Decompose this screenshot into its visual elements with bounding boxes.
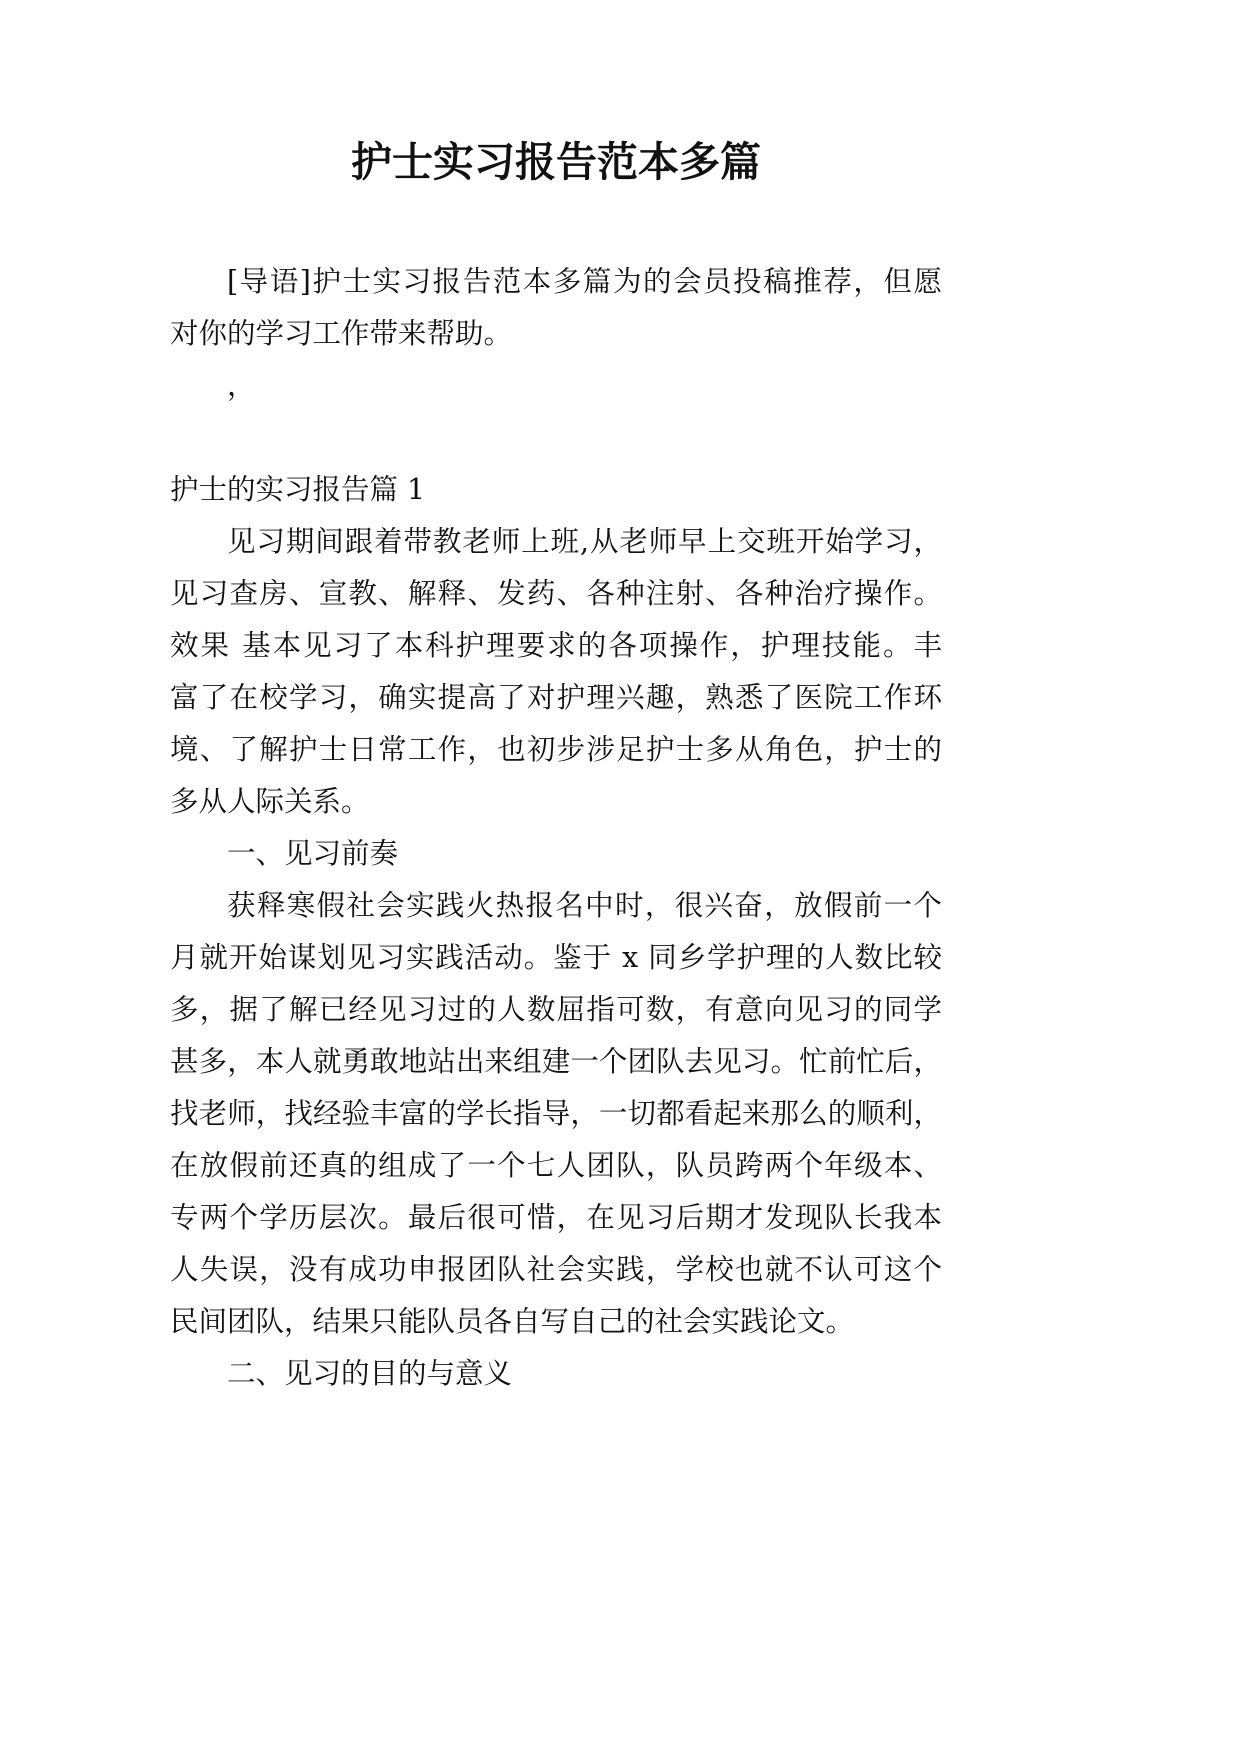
section-heading: 护士的实习报告篇 1	[170, 473, 426, 506]
paragraph-2-line: 专两个学历层次。最后很可惜，在见习后期才发现队长我本	[170, 1201, 942, 1234]
paragraph-2-line: 在放假前还真的组成了一个七人团队，队员跨两个年级本、	[170, 1149, 942, 1182]
paragraph-1-line: 境、了解护士日常工作，也初步涉足护士多从角色，护士的	[170, 733, 942, 766]
paragraph-2-line: 多，据了解已经见习过的人数屈指可数，有意向见习的同学	[170, 993, 942, 1026]
paragraph-2-line: 人失误，没有成功申报团队社会实践，学校也就不认可这个	[170, 1253, 942, 1286]
paragraph-2-line: 找老师，找经验丰富的学长指导，一切都看起来那么的顺利，	[170, 1097, 942, 1130]
subheading-1: 一、见习前奏	[227, 837, 399, 870]
paragraph-2-line: 获释寒假社会实践火热报名中时，很兴奋，放假前一个	[227, 889, 942, 922]
paragraph-2-line: 甚多，本人就勇敢地站出来组建一个团队去见习。忙前忙后，	[170, 1045, 942, 1078]
separator-mark: ，	[227, 369, 256, 402]
paragraph-1-line: 见习查房、宣教、解释、发药、各种注射、各种治疗操作。	[170, 577, 942, 610]
paragraph-2-line: 民间团队，结果只能队员各自写自己的社会实践论文。	[170, 1305, 855, 1338]
paragraph-1-line: 见习期间跟着带教老师上班,从老师早上交班开始学习，	[227, 525, 942, 558]
document-title: 护士实习报告范本多篇	[351, 138, 761, 186]
intro-line: [导语]护士实习报告范本多篇为的会员投稿推荐，但愿	[227, 265, 942, 298]
intro-line: 对你的学习工作带来帮助。	[170, 317, 513, 350]
paragraph-1-line: 富了在校学习，确实提高了对护理兴趣，熟悉了医院工作环	[170, 681, 942, 714]
paragraph-1-line: 多从人际关系。	[170, 785, 370, 818]
document-body	[170, 256, 942, 1400]
paragraph-1-line: 效果 基本见习了本科护理要求的各项操作，护理技能。丰	[170, 629, 942, 662]
paragraph-2-line: 月就开始谋划见习实践活动。鉴于 x 同乡学护理的人数比较	[170, 941, 942, 974]
subheading-2: 二、见习的目的与意义	[227, 1357, 513, 1390]
blank-line	[170, 412, 942, 464]
